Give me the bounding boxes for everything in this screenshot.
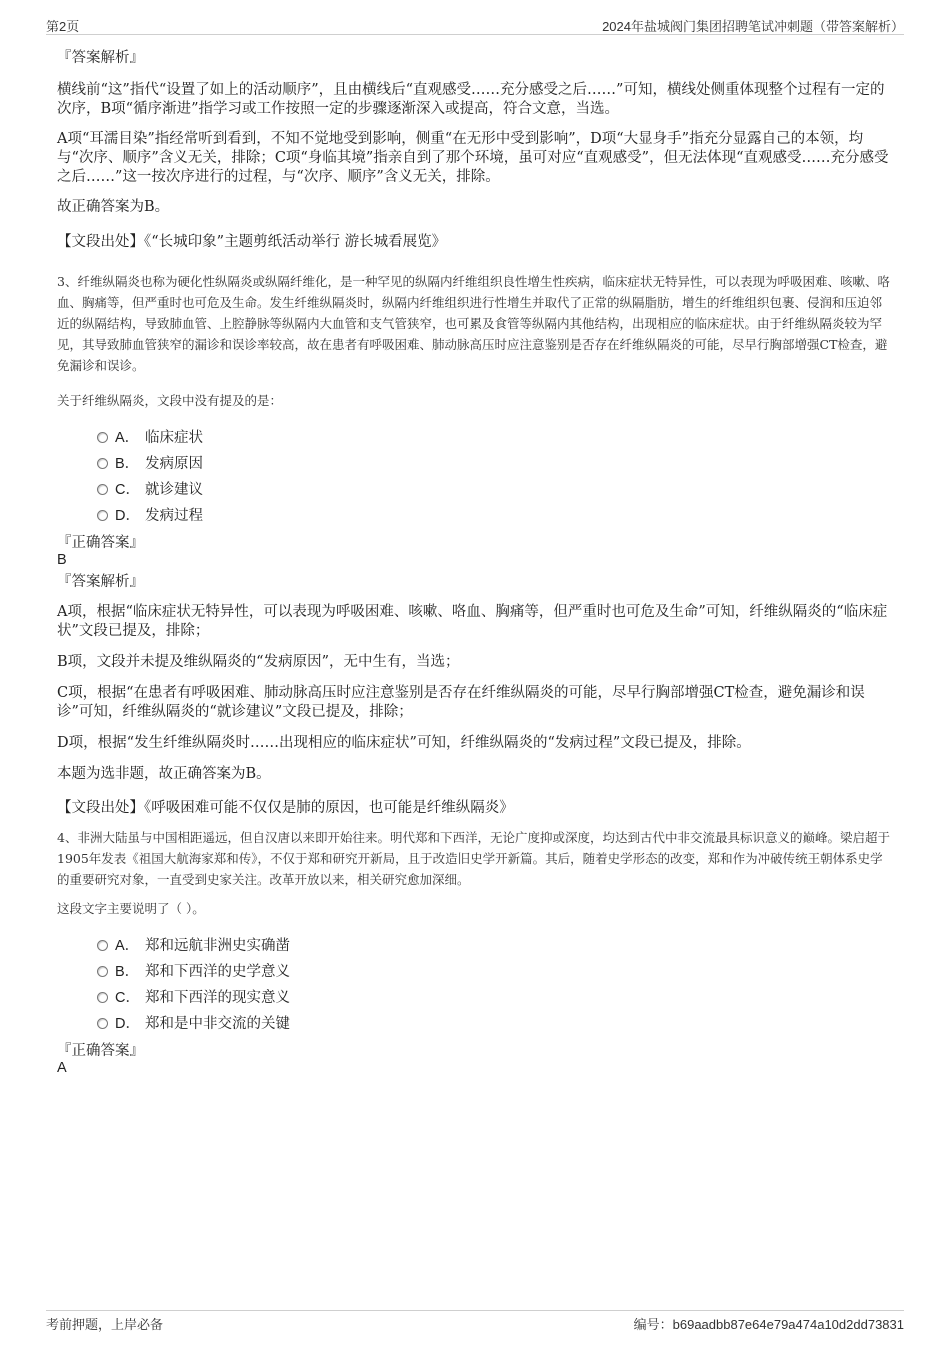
option-d[interactable]: D． 郑和是中非交流的关键 <box>57 1011 893 1037</box>
question-passage: 3、纤维纵隔炎也称为硬化性纵隔炎或纵隔纤维化，是一种罕见的纵隔内纤维组织良性增生性疾病，临床症状无特异性，可以表现为呼吸困难、咳嗽、咯血、胸痛等，但严重时也可危及生命。发生纤维纵隔炎时，纵隔内纤维组织进行性增生并取代了正常的纵隔脂肪，增生的纤维组织包裹、侵润和压迫邻近的纵隔结构，导致肺血管、上腔静脉等纵隔内大血管和支气管狭窄，也可累及食管等纵隔内其他结构，出现相应的临床症状。由于纤维纵隔炎较为罕见，其导致肺血管狭窄的漏诊和误诊率较高，故在患者有呼吸困难、肺动脉高压时应注意鉴别是否存在纤维纵隔炎的可能，尽早行胸部增强CT检查，避免漏诊和误诊。 <box>57 274 890 373</box>
analysis-conclusion: 故正确答案为B。 <box>57 199 170 215</box>
question-stem: 这段文字主要说明了（ ）。 <box>57 901 205 916</box>
document-code: 编号：b69aadbb87e64e79a474a10d2dd73831 <box>633 1317 904 1332</box>
source-citation: 【文段出处】《“长城印象”主题剪纸活动举行 游长城看展览》 <box>57 234 447 250</box>
analysis-paragraph: 横线前“这”指代“设置了如上的活动顺序”，且由横线后“直观感受……充分感受之后……”可知，横线处侧重体现整个过程有一定的次序，B项“循序渐进”指学习或工作按照一定的步骤逐渐深入或提高，符合文意，当选。 <box>57 82 885 117</box>
option-c[interactable]: C． 就诊建议 <box>57 477 893 503</box>
radio-icon[interactable] <box>97 484 108 495</box>
document-title: 2024年盐城阀门集团招聘笔试冲刺题（带答案解析） <box>602 19 904 34</box>
analysis-paragraph: A项，根据“临床症状无特异性，可以表现为呼吸困难、咳嗽、咯血、胸痛等，但严重时也可危及生命”可知，纤维纵隔炎的“临床症状”文段已提及，排除； <box>57 604 888 639</box>
analysis-paragraph: C项，根据“在患者有呼吸困难、肺动脉高压时应注意鉴别是否存在纤维纵隔炎的可能，尽早行胸部增强CT检查，避免漏诊和误诊”可知，纤维纵隔炎的“就诊建议”文段已提及，排除； <box>57 685 865 720</box>
correct-answer-label: 『正确答案』 <box>57 535 144 551</box>
question-stem: 关于纤维纵隔炎，文段中没有提及的是： <box>57 393 283 408</box>
radio-icon[interactable] <box>97 510 108 521</box>
correct-answer: B <box>57 552 67 568</box>
correct-answer: A <box>57 1060 67 1076</box>
option-a[interactable]: A． 临床症状 <box>57 425 893 451</box>
analysis-paragraph: B项，文段并未提及维纵隔炎的“发病原因”，无中生有，当选； <box>57 654 460 670</box>
option-b[interactable]: B． 发病原因 <box>57 451 893 477</box>
analysis-paragraph: A项“耳濡目染”指经常听到看到，不知不觉地受到影响，侧重“在无形中受到影响”，D项“大显身手”指充分显露自己的本领，均与“次序、顺序”含义无关，排除；C项“身临其境”指亲自到了那个环境，虽可对应“直观感受”，但无法体现“直观感受……充分感受之后……”这一按次序进行的过程，与“次序、顺序”含义无关，排除。 <box>57 131 889 185</box>
answer-analysis-label: 『答案解析』 <box>57 574 144 590</box>
page-number: 第2页 <box>46 19 80 34</box>
radio-icon[interactable] <box>97 458 108 469</box>
question-passage: 4、非洲大陆虽与中国相距遥远，但自汉唐以来即开始往来。明代郑和下西洋，无论广度抑或深度，均达到古代中非交流最具标识意义的巅峰。梁启超于1905年发表《祖国大航海家郑和传》，不仅于郑和研究开新局，且于改造旧史学开新篇。其后，随着史学形态的改变，郑和作为冲破传统王朝体系史学的重要研究对象，一直受到史家关注。改革开放以来，相关研究愈加深细。 <box>57 830 890 887</box>
radio-icon[interactable] <box>97 966 108 977</box>
page-content <box>57 46 893 1076</box>
correct-answer-label: 『正确答案』 <box>57 1043 144 1059</box>
radio-icon[interactable] <box>97 992 108 1003</box>
answer-analysis-label: 『答案解析』 <box>57 50 144 66</box>
answer-options <box>57 425 893 529</box>
option-b[interactable]: B． 郑和下西洋的史学意义 <box>57 959 893 985</box>
radio-icon[interactable] <box>97 1018 108 1029</box>
option-a[interactable]: A． 郑和远航非洲史实确凿 <box>57 933 893 959</box>
radio-icon[interactable] <box>97 432 108 443</box>
option-c[interactable]: C． 郑和下西洋的现实意义 <box>57 985 893 1011</box>
answer-options <box>57 933 893 1037</box>
radio-icon[interactable] <box>97 940 108 951</box>
footer-slogan: 考前押题，上岸必备 <box>46 1317 164 1332</box>
analysis-paragraph: D项，根据“发生纤维纵隔炎时……出现相应的临床症状”可知，纤维纵隔炎的“发病过程”文段已提及，排除。 <box>57 735 751 751</box>
option-d[interactable]: D． 发病过程 <box>57 503 893 529</box>
source-citation: 【文段出处】《呼吸困难可能不仅仅是肺的原因，也可能是纤维纵隔炎》 <box>57 800 514 816</box>
analysis-conclusion: 本题为选非题，故正确答案为B。 <box>57 766 271 782</box>
page-footer <box>46 1310 904 1331</box>
page-header <box>46 14 904 35</box>
